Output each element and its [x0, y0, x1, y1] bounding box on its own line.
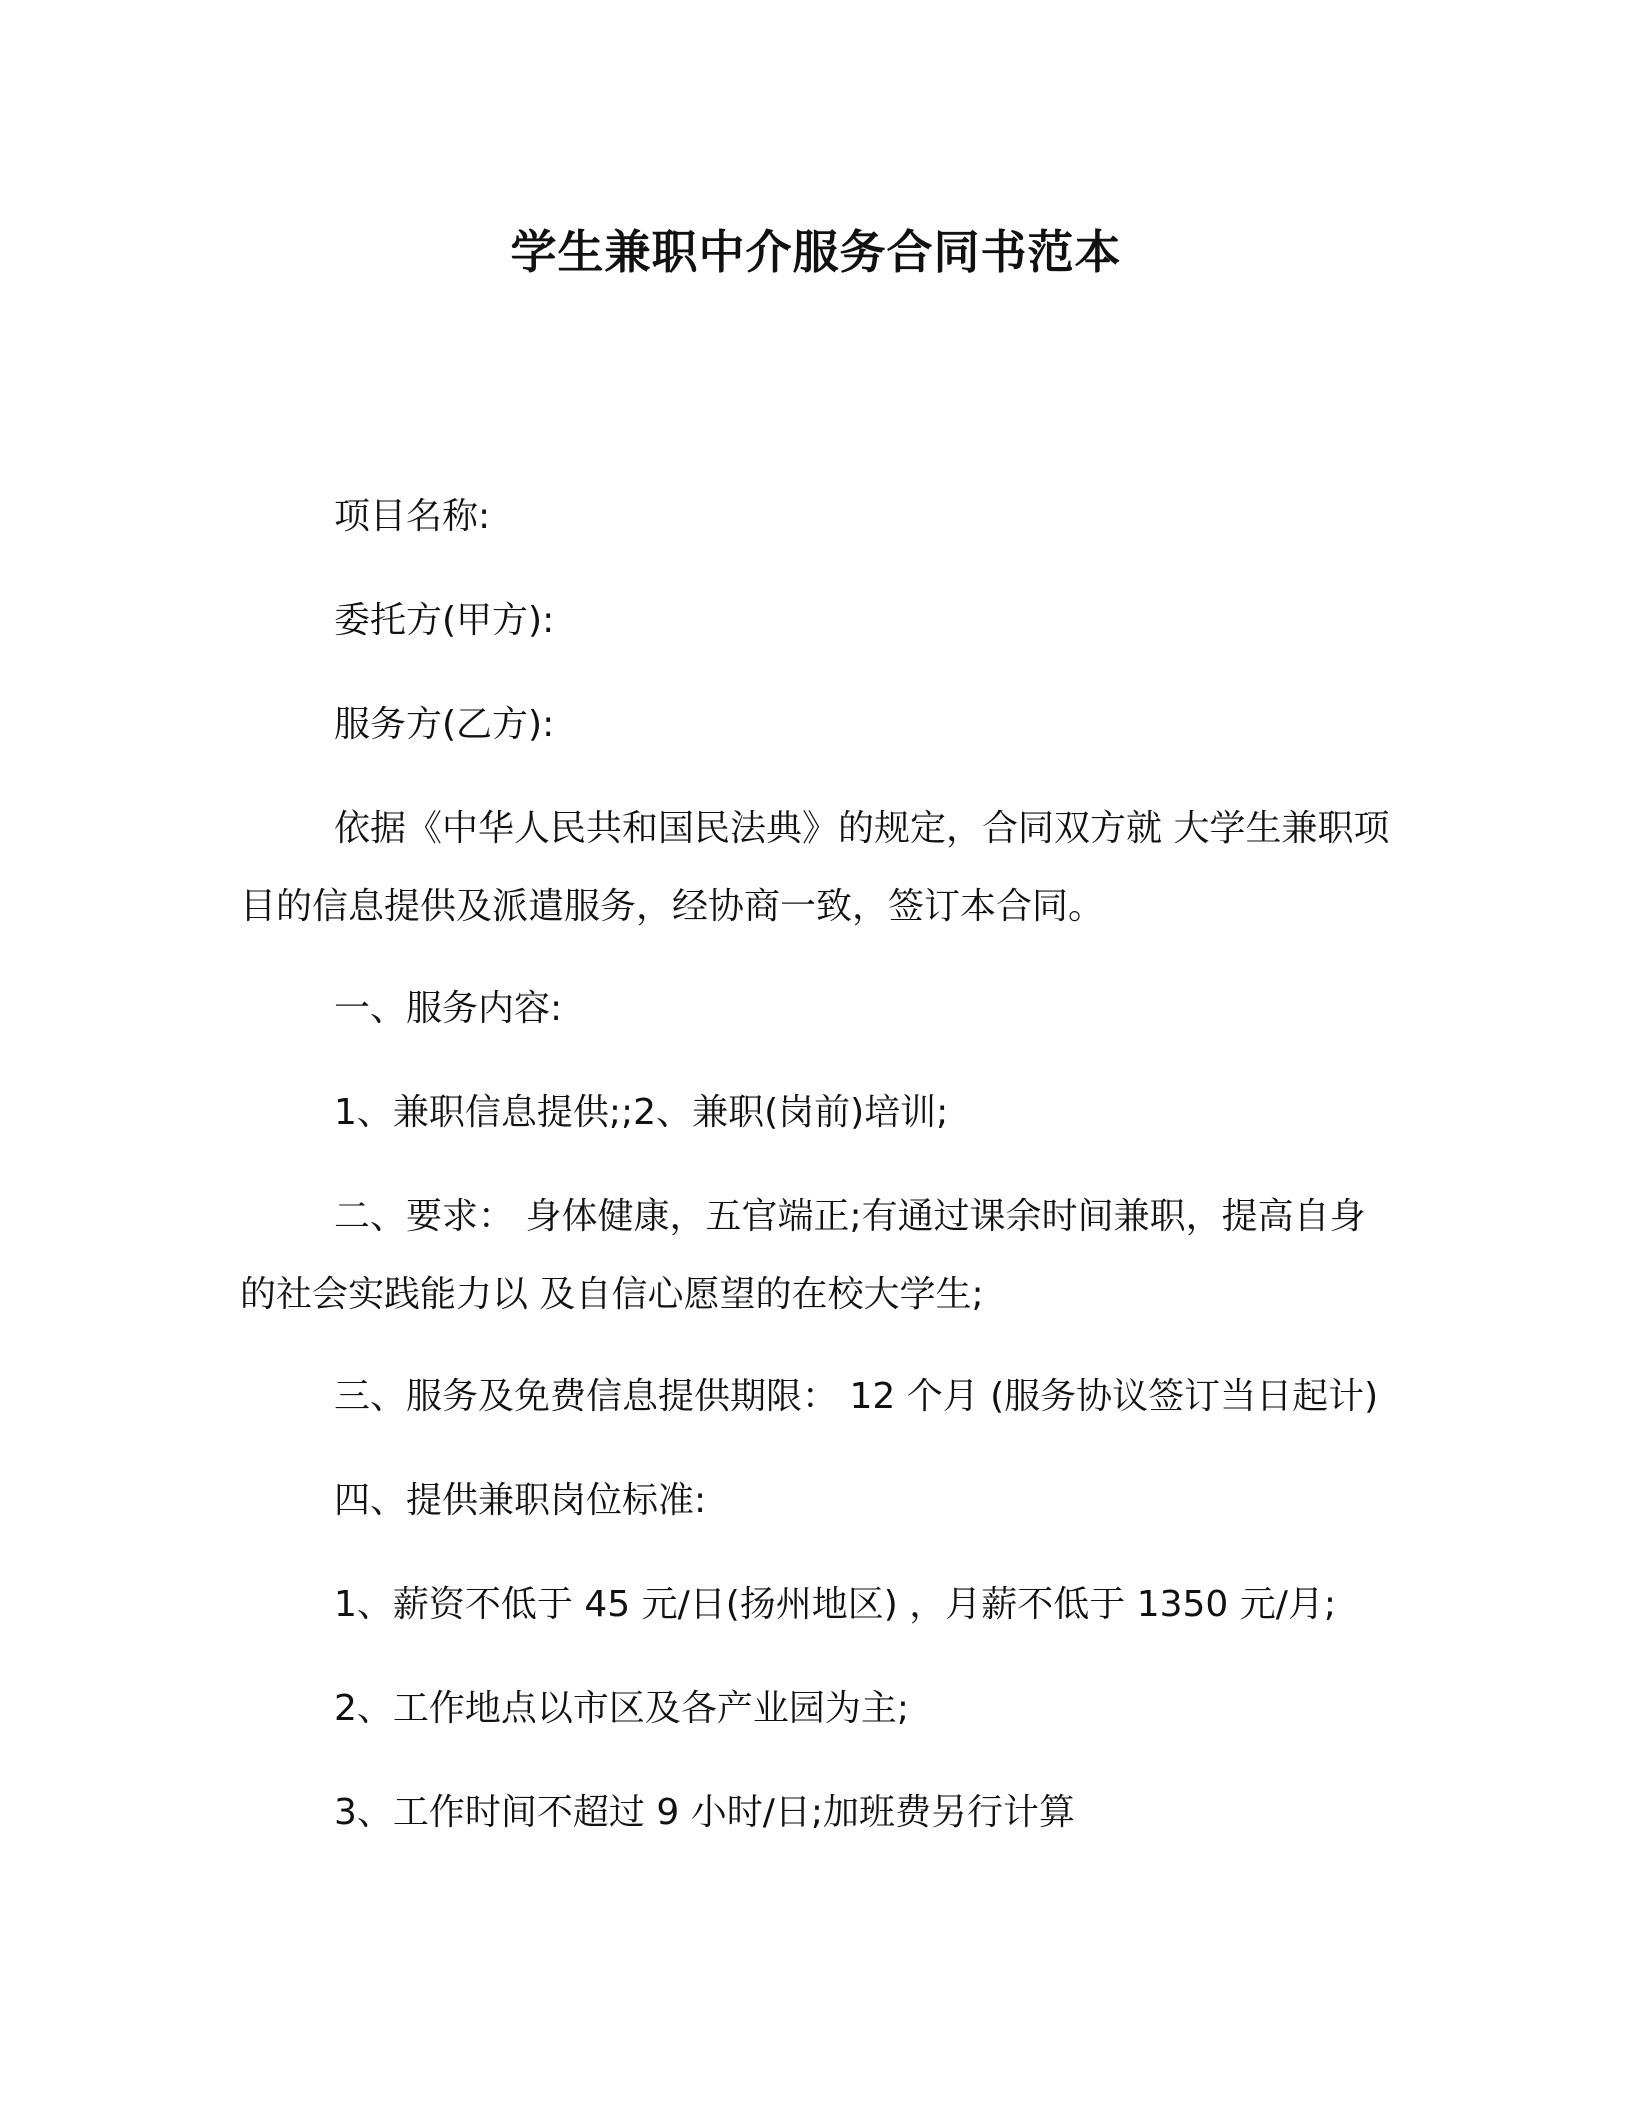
paragraph-party-a: 委托方(甲方):	[334, 600, 555, 641]
paragraph-work-location: 2、工作地点以市区及各产业园为主;	[334, 1688, 910, 1729]
paragraph-service-items: 1、兼职信息提供;;2、兼职(岗前)培训;	[334, 1092, 949, 1133]
document-title: 学生兼职中介服务合同书范本	[510, 225, 1122, 279]
paragraph-job-standard-heading: 四、提供兼职岗位标准:	[334, 1480, 707, 1521]
paragraph-requirements: 二、要求： 身体健康，五官端正;有通过课余时间兼职，提高自身的社会实践能力以 及自信心愿望的在校大学生;	[240, 1196, 1366, 1315]
paragraph-project-name: 项目名称:	[334, 496, 491, 537]
paragraph-party-b: 服务方(乙方):	[334, 704, 555, 745]
paragraph-service-period: 三、服务及免费信息提供期限： 12 个月 (服务协议签订当日起计)	[334, 1376, 1379, 1417]
paragraph-salary: 1、薪资不低于 45 元/日(扬州地区) ，月薪不低于 1350 元/月;	[334, 1584, 1337, 1625]
paragraph-service-content-heading: 一、服务内容:	[334, 988, 563, 1029]
paragraph-legal-basis: 依据《中华人民共和国民法典》的规定，合同双方就 大学生兼职项目的信息提供及派遣服务，经协商一致，签订本合同。	[240, 808, 1390, 927]
paragraph-work-hours: 3、工作时间不超过 9 小时/日;加班费另行计算	[334, 1792, 1075, 1833]
